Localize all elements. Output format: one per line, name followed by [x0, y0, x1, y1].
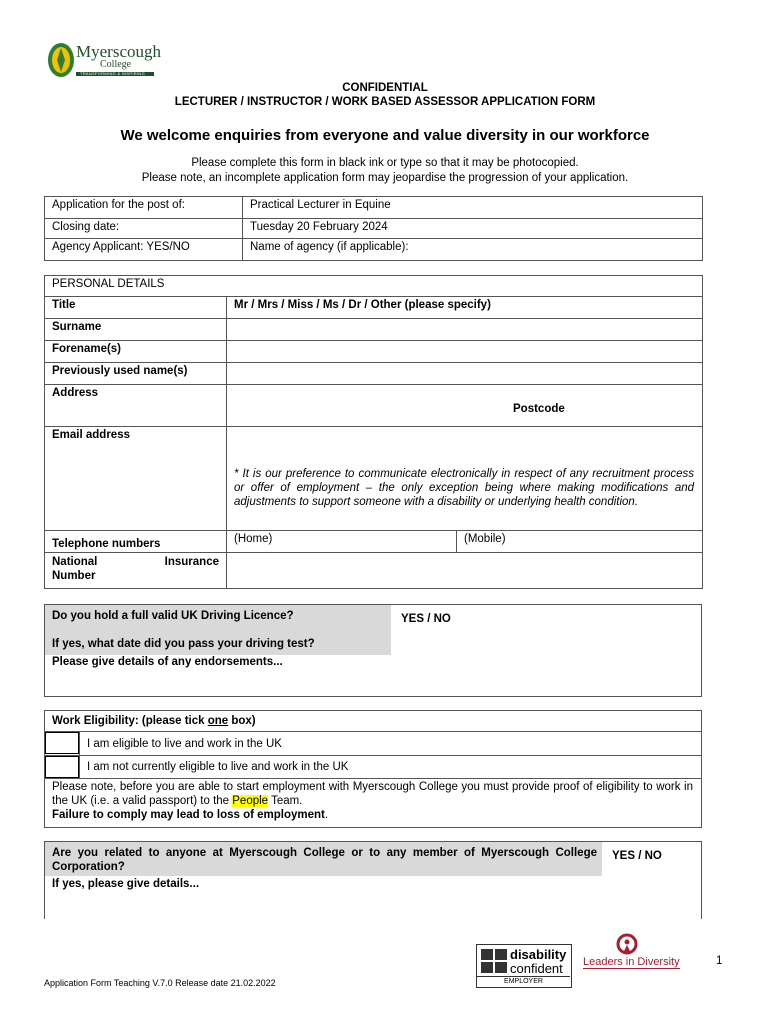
divider [45, 778, 701, 779]
related-question: Are you related to anyone at Myerscough College or to any member of Myerscough College Corporation? [52, 847, 597, 873]
leaders-diversity-icon [613, 933, 641, 957]
failure-warning [52, 809, 328, 821]
driving-yes-no[interactable]: YES / NO [401, 613, 451, 625]
closing-date-value[interactable]: Tuesday 20 February 2024 [243, 219, 703, 239]
work-heading-one: one [207, 715, 229, 727]
previous-names-field[interactable] [227, 363, 703, 385]
ni-number-label [45, 553, 227, 589]
previous-names-label: Previously used name(s) [45, 363, 227, 385]
email-label: Email address [45, 427, 227, 531]
address-label: Address [45, 385, 227, 427]
forenames-field[interactable] [227, 341, 703, 363]
not-eligible-option-label: I am not currently eligible to live and work in the UK [87, 761, 349, 773]
divider [45, 755, 701, 756]
telephone-label: Telephone numbers [45, 531, 227, 553]
agency-applicant-label[interactable]: Agency Applicant: YES/NO [45, 239, 243, 261]
driving-licence-section [44, 604, 702, 697]
page-number: 1 [716, 955, 723, 967]
post-value[interactable]: Practical Lecturer in Equine [243, 197, 703, 219]
eligible-checkbox[interactable] [45, 732, 79, 754]
surname-field[interactable] [227, 319, 703, 341]
ni-number-field[interactable] [227, 553, 703, 589]
related-details-label: If yes, please give details... [52, 878, 200, 890]
forenames-label: Forename(s) [45, 341, 227, 363]
welcome-statement: We welcome enquiries from everyone and value diversity in our workforce [120, 127, 650, 144]
post-label: Application for the post of: [45, 197, 243, 219]
ni-label-number: Number [52, 570, 96, 582]
failure-warning-end: . [324, 809, 329, 821]
leaders-in-diversity-text: Leaders in Diversity [583, 956, 680, 968]
ni-label-national: National [52, 556, 98, 568]
email-preference-note: * It is our preference to communicate electronically in respect of any recruitment process or offer of employment – the only exception being where making modifications and adjustments to support someone with a disability or underlying health condition. [234, 468, 695, 508]
form-title: LECTURER / INSTRUCTOR / WORK BASED ASSESSOR APPLICATION FORM [174, 96, 596, 108]
work-eligibility-section [44, 710, 702, 828]
people-team-highlight: People [232, 795, 269, 807]
personal-details-table [44, 275, 703, 589]
ni-label-insurance: Insurance [164, 556, 219, 568]
logo-sub: College [100, 59, 132, 70]
not-eligible-checkbox[interactable] [45, 756, 79, 778]
eligibility-note-text: Please note, before you are able to start employment with Myerscough College you must provide proof of eligibility to work in the UK (i.e. a valid passport) to the [52, 781, 693, 807]
closing-date-label: Closing date: [45, 219, 243, 239]
endorsements-label: Please give details of any endorsements... [52, 656, 283, 668]
eligibility-proof-note [52, 780, 693, 808]
work-eligibility-heading [52, 715, 256, 727]
instruction-note-2: Please note, an incomplete application form may jeopardise the progression of your application. [141, 172, 629, 184]
eligibility-note-end: Team. [268, 795, 303, 807]
agency-name-label[interactable]: Name of agency (if applicable): [243, 239, 703, 261]
instruction-note-1: Please complete this form in black ink or type so that it may be photocopied. [191, 157, 579, 169]
post-table [44, 196, 703, 261]
logo-tagline: TRANSFORMING & INSPIRING [80, 71, 145, 76]
home-phone-field[interactable]: (Home) [227, 531, 457, 553]
footer-text: Application Form Teaching V.7.0 Release date 21.02.2022 [44, 978, 276, 988]
related-section [44, 841, 702, 919]
logo-name: Myerscough [76, 42, 161, 61]
driving-licence-question: Do you hold a full valid UK Driving Licence? [52, 610, 294, 622]
work-heading-text: Work Eligibility: (please tick [52, 715, 208, 727]
confident-text: confident [510, 961, 563, 976]
disability-confident-icon [481, 949, 507, 973]
email-field[interactable] [227, 427, 703, 531]
divider [79, 732, 80, 778]
surname-label: Surname [45, 319, 227, 341]
driving-test-date-question: If yes, what date did you pass your driving test? [52, 638, 315, 650]
confidential-label: CONFIDENTIAL [342, 82, 428, 94]
work-heading-end: box) [228, 715, 256, 727]
personal-details-heading: PERSONAL DETAILS [45, 276, 703, 297]
address-field[interactable] [227, 385, 703, 427]
postcode-label: Postcode [513, 403, 565, 415]
failure-warning-text: Failure to comply may lead to loss of employment [52, 809, 325, 821]
related-yes-no[interactable]: YES / NO [612, 850, 662, 862]
disability-confident-badge [476, 944, 572, 988]
title-label: Title [45, 297, 227, 319]
employer-text: EMPLOYER [504, 978, 543, 985]
eligible-option-label: I am eligible to live and work in the UK [87, 738, 282, 750]
divider [477, 976, 570, 977]
mobile-phone-field[interactable]: (Mobile) [457, 531, 703, 553]
title-options[interactable]: Mr / Mrs / Miss / Ms / Dr / Other (please specify) [227, 297, 703, 319]
disability-text: disability [510, 947, 567, 962]
